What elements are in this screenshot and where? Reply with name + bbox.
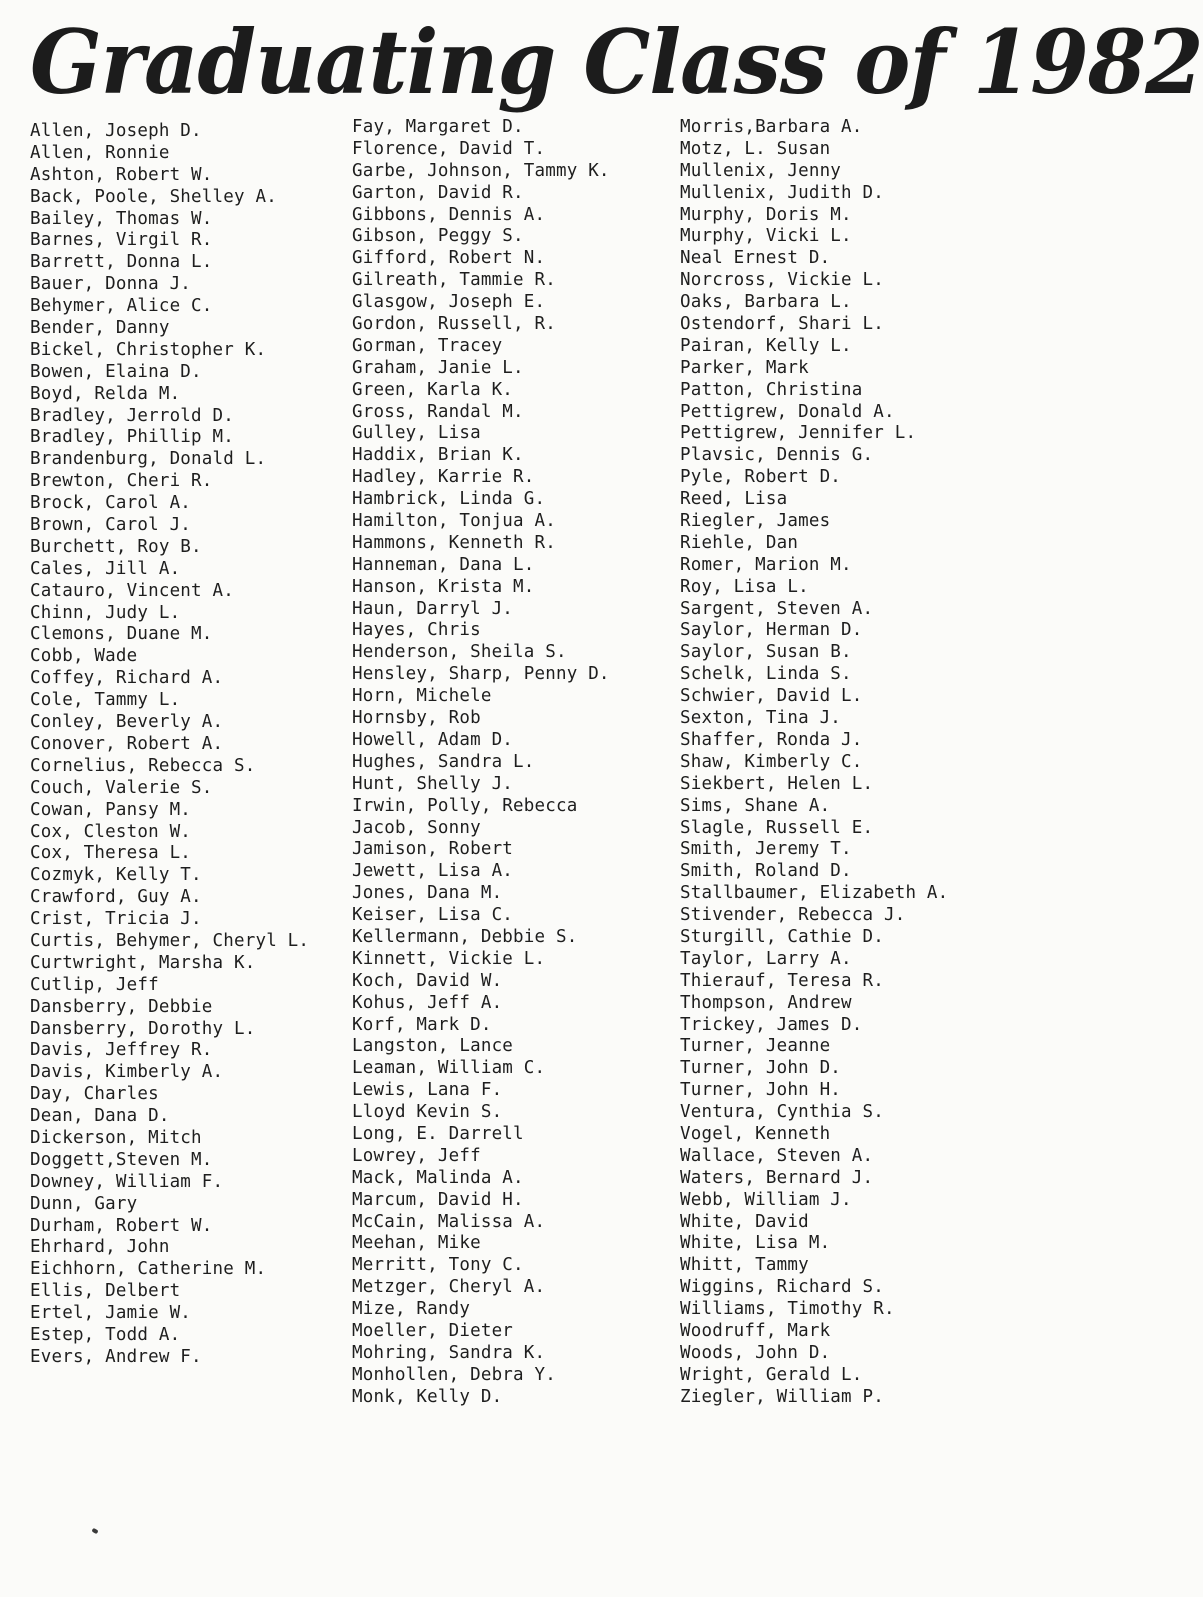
graduate-name: Couch, Valerie S. bbox=[30, 777, 213, 798]
graduate-name: Slagle, Russell E. bbox=[680, 817, 874, 838]
graduate-name: Howell, Adam D. bbox=[352, 729, 514, 750]
graduate-name: Hayes, Chris bbox=[352, 620, 481, 641]
graduate-name: Allen, Ronnie bbox=[30, 142, 170, 163]
graduate-name: Boyd, Relda M. bbox=[30, 383, 181, 404]
graduate-name: Curtis, Behymer, Cheryl L. bbox=[30, 930, 310, 951]
graduate-name: Riegler, James bbox=[680, 511, 831, 532]
graduate-name: Gorman, Tracey bbox=[352, 335, 503, 356]
graduate-name: Gilreath, Tammie R. bbox=[352, 270, 556, 291]
graduate-name: Hornsby, Rob bbox=[352, 708, 481, 729]
graduate-name: Brock, Carol A. bbox=[30, 493, 192, 514]
graduate-name: Irwin, Polly, Rebecca bbox=[352, 795, 578, 816]
graduate-name: Cozmyk, Kelly T. bbox=[30, 865, 202, 886]
graduate-name: Jacob, Sonny bbox=[352, 817, 481, 838]
graduate-name: Brandenburg, Donald L. bbox=[30, 449, 267, 470]
graduate-name: Mack, Malinda A. bbox=[352, 1167, 524, 1188]
graduate-name: Norcross, Vickie L. bbox=[680, 270, 884, 291]
graduate-name: Kohus, Jeff A. bbox=[352, 992, 503, 1013]
graduate-name: Shaw, Kimberly C. bbox=[680, 751, 863, 772]
graduate-name: Pettigrew, Jennifer L. bbox=[680, 423, 917, 444]
graduate-name: Romer, Marion M. bbox=[680, 554, 852, 575]
graduate-name: Day, Charles bbox=[30, 1084, 159, 1105]
graduate-name: Graham, Janie L. bbox=[352, 357, 524, 378]
graduate-name: Ventura, Cynthia S. bbox=[680, 1102, 884, 1123]
graduate-name: Glasgow, Joseph E. bbox=[352, 292, 546, 313]
graduate-name: Curtwright, Marsha K. bbox=[30, 952, 256, 973]
graduate-name: White, Lisa M. bbox=[680, 1233, 831, 1254]
graduate-name: Turner, Jeanne bbox=[680, 1036, 831, 1057]
graduate-name: Patton, Christina bbox=[680, 379, 863, 400]
graduate-name: Wiggins, Richard S. bbox=[680, 1277, 884, 1298]
graduate-name: Behymer, Alice C. bbox=[30, 296, 213, 317]
graduate-name: Cobb, Wade bbox=[30, 646, 138, 667]
graduate-name: Durham, Robert W. bbox=[30, 1215, 213, 1236]
graduate-name: Williams, Timothy R. bbox=[680, 1299, 895, 1320]
graduate-name: Hughes, Sandra L. bbox=[352, 751, 535, 772]
graduate-name: Bowen, Elaina D. bbox=[30, 361, 202, 382]
page-title: Graduating Class of 1982 bbox=[30, 10, 1203, 114]
graduate-name: Evers, Andrew F. bbox=[30, 1346, 202, 1367]
graduate-name: Woods, John D. bbox=[680, 1342, 831, 1363]
graduate-name: Cox, Theresa L. bbox=[30, 843, 192, 864]
graduate-name: Lloyd Kevin S. bbox=[352, 1102, 503, 1123]
graduate-name: Long, E. Darrell bbox=[352, 1123, 524, 1144]
graduate-name: Fay, Margaret D. bbox=[352, 117, 524, 137]
graduate-name: Roy, Lisa L. bbox=[680, 576, 809, 597]
graduate-name: Kellermann, Debbie S. bbox=[352, 926, 578, 947]
graduate-name: Ellis, Delbert bbox=[30, 1281, 181, 1302]
graduate-name: Monhollen, Debra Y. bbox=[352, 1364, 556, 1385]
graduate-name: Metzger, Cheryl A. bbox=[352, 1277, 546, 1298]
graduate-name: Plavsic, Dennis G. bbox=[680, 445, 874, 466]
graduate-name: Lowrey, Jeff bbox=[352, 1145, 481, 1166]
graduate-name: Gross, Randal M. bbox=[352, 401, 524, 422]
graduate-name: Hambrick, Linda G. bbox=[352, 489, 546, 510]
graduate-name: Waters, Bernard J. bbox=[680, 1167, 874, 1188]
graduate-name: Turner, John D. bbox=[680, 1058, 842, 1079]
graduate-name: Morris,Barbara A. bbox=[680, 117, 863, 137]
graduate-name: Webb, William J. bbox=[680, 1189, 852, 1210]
graduate-name: Green, Karla K. bbox=[352, 379, 514, 400]
graduate-name: Murphy, Doris M. bbox=[680, 204, 852, 225]
graduate-name: Conley, Beverly A. bbox=[30, 712, 224, 733]
graduate-name: Brewton, Cheri R. bbox=[30, 471, 213, 492]
name-column-2 bbox=[352, 117, 610, 1409]
graduate-name: Monk, Kelly D. bbox=[352, 1386, 503, 1407]
graduate-name: Parker, Mark bbox=[680, 357, 809, 378]
graduate-name: Barnes, Virgil R. bbox=[30, 230, 213, 251]
graduate-name: Gifford, Robert N. bbox=[352, 248, 546, 269]
graduate-name: Korf, Mark D. bbox=[352, 1014, 492, 1035]
graduate-name: Langston, Lance bbox=[352, 1036, 514, 1057]
graduate-name: Trickey, James D. bbox=[680, 1014, 863, 1035]
graduate-name: Gulley, Lisa bbox=[352, 423, 481, 444]
graduate-name: Cole, Tammy L. bbox=[30, 690, 181, 711]
graduate-name: Estep, Todd A. bbox=[30, 1324, 181, 1345]
graduate-name: Bauer, Donna J. bbox=[30, 274, 192, 295]
graduate-name: Dunn, Gary bbox=[30, 1193, 138, 1214]
graduate-name: Davis, Kimberly A. bbox=[30, 1062, 224, 1083]
graduate-name: Leaman, William C. bbox=[352, 1058, 546, 1079]
graduate-name: Vogel, Kenneth bbox=[680, 1123, 831, 1144]
graduate-name: Gordon, Russell, R. bbox=[352, 314, 556, 335]
graduate-name: Wallace, Steven A. bbox=[680, 1145, 874, 1166]
graduate-name: Haddix, Brian K. bbox=[352, 445, 524, 466]
graduate-name: Cales, Jill A. bbox=[30, 558, 181, 579]
graduate-name: Hunt, Shelly J. bbox=[352, 773, 514, 794]
graduate-name: Pettigrew, Donald A. bbox=[680, 401, 895, 422]
graduate-name: Ziegler, William P. bbox=[680, 1386, 884, 1407]
graduate-name: Ehrhard, John bbox=[30, 1237, 170, 1258]
graduate-name: Pairan, Kelly L. bbox=[680, 335, 852, 356]
graduate-name: White, David bbox=[680, 1211, 809, 1232]
graduate-name: Dansberry, Dorothy L. bbox=[30, 1018, 256, 1039]
graduate-name: Clemons, Duane M. bbox=[30, 624, 213, 645]
graduate-name: Hanson, Krista M. bbox=[352, 576, 535, 597]
graduate-name: Thierauf, Teresa R. bbox=[680, 970, 884, 991]
graduate-name: Neal Ernest D. bbox=[680, 248, 831, 269]
graduate-name: Burchett, Roy B. bbox=[30, 536, 202, 557]
graduate-name: Florence, David T. bbox=[352, 138, 546, 159]
graduate-name: Kinnett, Vickie L. bbox=[352, 948, 546, 969]
graduate-name: Allen, Joseph D. bbox=[30, 121, 202, 141]
graduate-name: Cox, Cleston W. bbox=[30, 821, 192, 842]
name-column-3 bbox=[680, 117, 948, 1409]
graduate-name: Pyle, Robert D. bbox=[680, 467, 842, 488]
graduate-name: Back, Poole, Shelley A. bbox=[30, 186, 277, 207]
graduate-name: Eichhorn, Catherine M. bbox=[30, 1259, 267, 1280]
graduate-name: Stivender, Rebecca J. bbox=[680, 905, 906, 926]
graduate-name: Sims, Shane A. bbox=[680, 795, 831, 816]
graduate-name: Saylor, Susan B. bbox=[680, 642, 852, 663]
graduate-name: Saylor, Herman D. bbox=[680, 620, 863, 641]
graduate-name: Gibbons, Dennis A. bbox=[352, 204, 546, 225]
graduate-name: Barrett, Donna L. bbox=[30, 252, 213, 273]
name-column-1 bbox=[30, 121, 309, 1369]
graduate-name: Cowan, Pansy M. bbox=[30, 799, 192, 820]
graduate-name: Jamison, Robert bbox=[352, 839, 514, 860]
graduate-name: Bender, Danny bbox=[30, 318, 170, 339]
graduate-name: Jones, Dana M. bbox=[352, 883, 503, 904]
graduate-name: Garton, David R. bbox=[352, 182, 524, 203]
graduate-name: Thompson, Andrew bbox=[680, 992, 852, 1013]
graduate-name: Sexton, Tina J. bbox=[680, 708, 842, 729]
graduate-name: Meehan, Mike bbox=[352, 1233, 481, 1254]
graduate-name: Whitt, Tammy bbox=[680, 1255, 809, 1276]
graduate-name: Horn, Michele bbox=[352, 686, 492, 707]
graduate-name: Oaks, Barbara L. bbox=[680, 292, 852, 313]
graduate-name: Mohring, Sandra K. bbox=[352, 1342, 546, 1363]
graduate-name: Bickel, Christopher K. bbox=[30, 339, 267, 360]
graduate-name: Shaffer, Ronda J. bbox=[680, 729, 863, 750]
graduate-name: Bradley, Phillip M. bbox=[30, 427, 234, 448]
graduate-name: Haun, Darryl J. bbox=[352, 598, 514, 619]
ink-speck bbox=[91, 1528, 98, 1534]
graduate-name: Cutlip, Jeff bbox=[30, 974, 159, 995]
graduate-name: Davis, Jeffrey R. bbox=[30, 1040, 213, 1061]
graduate-name: Ertel, Jamie W. bbox=[30, 1303, 192, 1324]
graduate-name: Smith, Roland D. bbox=[680, 861, 852, 882]
graduate-name: Hanneman, Dana L. bbox=[352, 554, 535, 575]
graduate-name: Crawford, Guy A. bbox=[30, 887, 202, 908]
graduate-name: Doggett,Steven M. bbox=[30, 1149, 213, 1170]
graduate-name: McCain, Malissa A. bbox=[352, 1211, 546, 1232]
graduate-name: Hamilton, Tonjua A. bbox=[352, 511, 556, 532]
graduate-name: Bradley, Jerrold D. bbox=[30, 405, 234, 426]
graduate-name: Coffey, Richard A. bbox=[30, 668, 224, 689]
graduate-name: Crist, Tricia J. bbox=[30, 909, 202, 930]
graduate-name: Conover, Robert A. bbox=[30, 733, 224, 754]
graduate-name: Merritt, Tony C. bbox=[352, 1255, 524, 1276]
graduate-name: Smith, Jeremy T. bbox=[680, 839, 852, 860]
graduate-name: Dickerson, Mitch bbox=[30, 1127, 202, 1148]
graduate-name: Mullenix, Jenny bbox=[680, 160, 842, 181]
graduate-name: Chinn, Judy L. bbox=[30, 602, 181, 623]
graduate-name: Wright, Gerald L. bbox=[680, 1364, 863, 1385]
graduate-name: Bailey, Thomas W. bbox=[30, 208, 213, 229]
graduate-name: Catauro, Vincent A. bbox=[30, 580, 234, 601]
graduate-name: Garbe, Johnson, Tammy K. bbox=[352, 160, 610, 181]
graduate-name: Brown, Carol J. bbox=[30, 515, 192, 536]
graduate-name: Koch, David W. bbox=[352, 970, 503, 991]
graduate-name: Downey, William F. bbox=[30, 1171, 224, 1192]
graduate-name: Motz, L. Susan bbox=[680, 138, 831, 159]
graduate-name: Keiser, Lisa C. bbox=[352, 905, 514, 926]
graduate-name: Gibson, Peggy S. bbox=[352, 226, 524, 247]
graduate-name: Sargent, Steven A. bbox=[680, 598, 874, 619]
graduate-name: Schwier, David L. bbox=[680, 686, 863, 707]
graduate-name: Hadley, Karrie R. bbox=[352, 467, 535, 488]
graduate-name: Sturgill, Cathie D. bbox=[680, 926, 884, 947]
graduate-name: Dean, Dana D. bbox=[30, 1106, 170, 1127]
graduate-name: Mize, Randy bbox=[352, 1299, 471, 1320]
graduate-name: Murphy, Vicki L. bbox=[680, 226, 852, 247]
graduate-name: Hensley, Sharp, Penny D. bbox=[352, 664, 610, 685]
graduate-name: Woodruff, Mark bbox=[680, 1320, 831, 1341]
graduate-name: Schelk, Linda S. bbox=[680, 664, 852, 685]
graduate-name: Reed, Lisa bbox=[680, 489, 788, 510]
graduate-name: Stallbaumer, Elizabeth A. bbox=[680, 883, 949, 904]
graduate-name: Taylor, Larry A. bbox=[680, 948, 852, 969]
graduate-name: Siekbert, Helen L. bbox=[680, 773, 874, 794]
graduate-name: Cornelius, Rebecca S. bbox=[30, 755, 256, 776]
graduate-name: Mullenix, Judith D. bbox=[680, 182, 884, 203]
graduate-name: Ashton, Robert W. bbox=[30, 164, 213, 185]
graduate-name: Dansberry, Debbie bbox=[30, 996, 213, 1017]
graduate-name: Henderson, Sheila S. bbox=[352, 642, 567, 663]
graduate-name: Marcum, David H. bbox=[352, 1189, 524, 1210]
graduate-name: Lewis, Lana F. bbox=[352, 1080, 503, 1101]
graduate-name: Hammons, Kenneth R. bbox=[352, 532, 556, 553]
graduate-name: Riehle, Dan bbox=[680, 532, 799, 553]
graduate-name: Ostendorf, Shari L. bbox=[680, 314, 884, 335]
graduate-name: Turner, John H. bbox=[680, 1080, 842, 1101]
graduate-name: Moeller, Dieter bbox=[352, 1320, 514, 1341]
graduate-name: Jewett, Lisa A. bbox=[352, 861, 514, 882]
